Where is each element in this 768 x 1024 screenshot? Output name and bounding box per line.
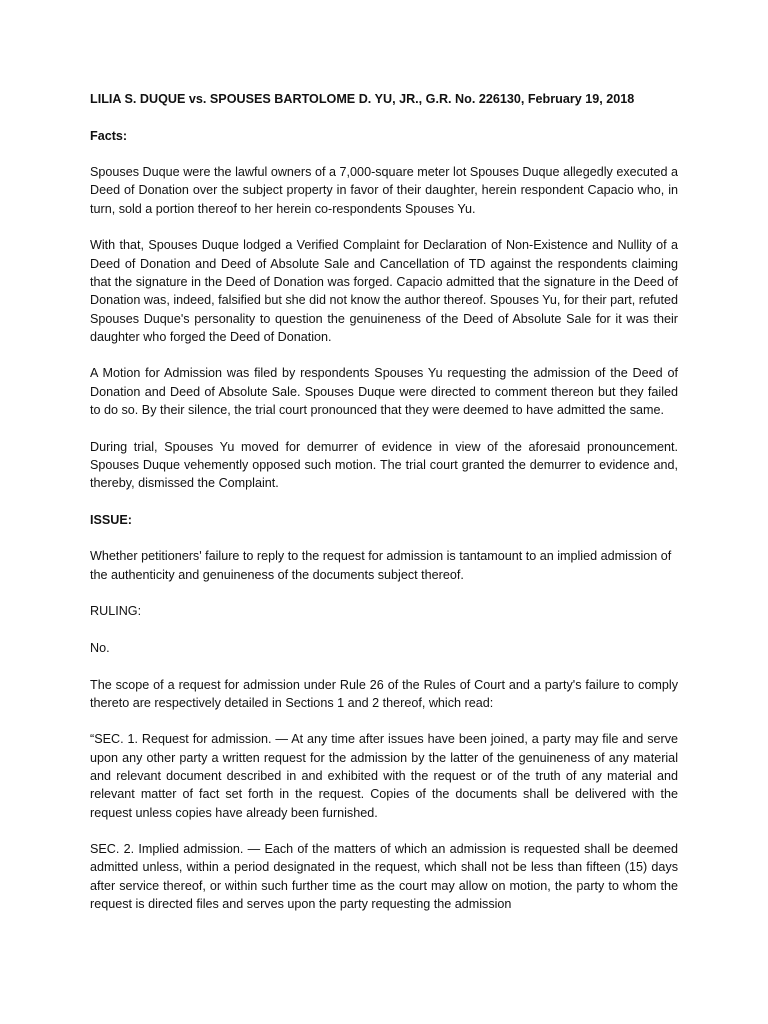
issue-text: Whether petitioners' failure to reply to the request for admission is tantamount to an implied admission of the authenticity and genuineness of the documents subject thereof.: [90, 549, 672, 582]
ruling-paragraph-3: SEC. 2. Implied admission. — Each of the matters of which an admission is requested shall be deemed admitted unless, within a period designated in the request, which shall not be less than fifteen (15) days after service thereof, or within such further time as the court may allow on motion, the party to whom the request is directed files and serves upon the party requesting the admission: [90, 842, 678, 912]
case-title: LILIA S. DUQUE vs. SPOUSES BARTOLOME D. YU, JR., G.R. No. 226130, February 19, 2018: [90, 92, 635, 106]
facts-paragraph-4: During trial, Spouses Yu moved for demurrer of evidence in view of the aforesaid pronouncement. Spouses Duque vehemently opposed such motion. The trial court granted the demurrer to evidence and, thereby, dismissed the Complaint.: [90, 439, 678, 491]
facts-paragraph-1: Spouses Duque were the lawful owners of a 7,000-square meter lot Spouses Duque allegedly executed a Deed of Donation over the subject property in favor of their daughter, herein respondent Capacio who, in turn, sold a portion thereof to her herein co-respondents Spouses Yu.: [90, 165, 678, 216]
issue-heading: ISSUE:: [90, 512, 132, 527]
facts-paragraph-3: A Motion for Admission was filed by respondents Spouses Yu requesting the admission of the Deed of Donation and Deed of Absolute Sale. Spouses Duque were directed to comment thereon but they failed to do so. By their silence, the trial court pronounced that they were deemed to have admitted the same.: [90, 366, 678, 418]
ruling-heading: RULING:: [90, 604, 142, 619]
facts-paragraph-2: With that, Spouses Duque lodged a Verified Complaint for Declaration of Non-Existence and Nullity of a Deed of Donation and Deed of Absolute Sale and Cancellation of TD against the respondents claiming that the signature in the Deed of Donation was forged. Capacio admitted that the signature in the Deed of Donation was, indeed, falsified but she did not know the author thereof. Spouses Yu, for their part, refuted Spouses Duque's personality to question the genuineness of the Deed of Absolute Sale for it was their daughter who forged the Deed of Donation.: [90, 238, 678, 344]
ruling-paragraph-2: “SEC. 1. Request for admission. — At any time after issues have been joined, a party may file and serve upon any other party a written request for the admission by the latter of the genuineness of any material and relevant document described in and exhibited with the request or of the truth of any material and relevant matter of fact set forth in the request. Copies of the documents shall be delivered with the request unless copies have already been furnished.: [90, 732, 678, 820]
document-page: [90, 90, 678, 932]
ruling-answer: No.: [90, 640, 110, 655]
ruling-paragraph-1: The scope of a request for admission under Rule 26 of the Rules of Court and a party's failure to comply thereto are respectively detailed in Sections 1 and 2 thereof, which read:: [90, 677, 678, 710]
facts-heading: Facts:: [90, 128, 128, 143]
